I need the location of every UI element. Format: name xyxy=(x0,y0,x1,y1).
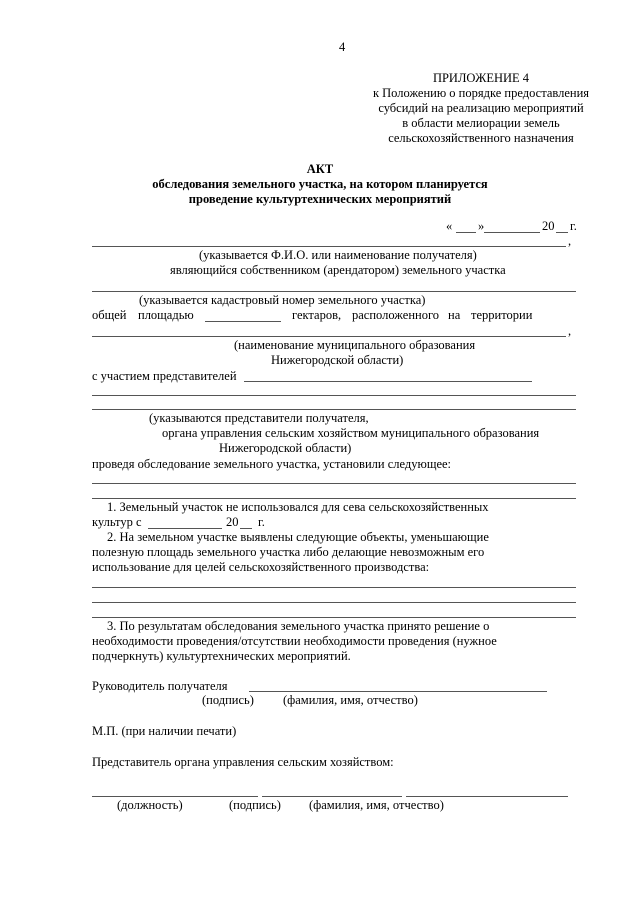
item-1-date-blank xyxy=(148,528,222,529)
item-3: подчеркнуть) культуртехнических мероприятий. xyxy=(92,649,351,663)
act-title: АКТ xyxy=(306,162,334,176)
hint-cadastral: (указывается кадастровый номер земельного участка) xyxy=(139,293,426,307)
item-2-blank xyxy=(92,617,576,618)
area-word: на xyxy=(448,308,461,322)
hint-municipal: (наименование муниципального образования xyxy=(234,338,476,352)
appendix-line: в области мелиорации земель xyxy=(402,116,560,130)
date-year-blank xyxy=(556,232,568,233)
participants-blank xyxy=(92,409,576,410)
found-blank xyxy=(92,498,576,499)
comma: , xyxy=(568,234,572,248)
page-number: 4 xyxy=(339,40,346,54)
item-2: использование для целей сельскохозяйственного производства: xyxy=(92,560,430,574)
head-hint-name: (фамилия, имя, отчество) xyxy=(283,693,418,707)
rep-position-blank xyxy=(92,796,258,797)
hint-reps: (указываются представители получателя, xyxy=(149,411,369,425)
date-day-blank xyxy=(456,232,476,233)
item-1: культур с xyxy=(92,515,142,529)
appendix-line: сельскохозяйственного назначения xyxy=(388,131,574,145)
item-3: 3. По результатам обследования земельного участка принято решение о xyxy=(107,619,490,633)
participants-label: с участием представителей xyxy=(92,369,237,383)
date-open-quote: « xyxy=(446,219,453,233)
appendix-line: к Положению о порядке предоставления xyxy=(372,86,590,100)
item-2-blank xyxy=(92,587,576,588)
item-1-year-blank xyxy=(240,528,252,529)
hint-owner: (указывается Ф.И.О. или наименование получателя) xyxy=(199,248,477,262)
owner-text: являющийся собственником (арендатором) земельного участка xyxy=(170,263,506,277)
found-text: проведя обследование земельного участка, установили следующее: xyxy=(92,457,452,471)
rep-hint-sign: (подпись) xyxy=(229,798,281,812)
rep-label: Представитель органа управления сельским хозяйством: xyxy=(92,755,394,769)
item-2-blank xyxy=(92,602,576,603)
act-subtitle: проведение культуртехнических мероприятий xyxy=(188,192,452,206)
appendix-title: ПРИЛОЖЕНИЕ 4 xyxy=(432,71,530,85)
head-label: Руководитель получателя xyxy=(92,679,228,693)
participants-blank xyxy=(92,395,576,396)
item-2: полезную площадь земельного участка либо делающие невозможным его xyxy=(92,545,485,559)
item-1: 20 xyxy=(226,515,239,529)
cadastral-blank xyxy=(92,291,576,292)
area-word: общей xyxy=(92,308,127,322)
item-1: 1. Земельный участок не использовался для сева сельскохозяйственных xyxy=(107,500,489,514)
hint-reps: Нижегородской области) xyxy=(219,441,352,455)
rep-name-blank xyxy=(406,796,568,797)
head-hint-sign: (подпись) xyxy=(202,693,254,707)
participants-blank xyxy=(244,381,532,382)
item-2: 2. На земельном участке выявлены следующие объекты, уменьшающие xyxy=(107,530,489,544)
date-year: 20 xyxy=(542,219,555,233)
date-close-quote: » xyxy=(478,219,485,233)
hint-reps: органа управления сельским хозяйством муниципального образования xyxy=(162,426,540,440)
date-suffix: г. xyxy=(570,219,577,233)
rep-hint-name: (фамилия, имя, отчество) xyxy=(309,798,444,812)
act-subtitle: обследования земельного участка, на котором планируется xyxy=(152,177,488,191)
date-month-blank xyxy=(484,232,540,233)
rep-sign-blank xyxy=(262,796,402,797)
comma: , xyxy=(568,324,572,338)
seal-label: М.П. (при наличии печати) xyxy=(92,724,237,738)
area-blank xyxy=(205,321,281,322)
municipal-blank xyxy=(92,336,566,337)
item-3: необходимости проведения/отсутствии необходимости проведения (нужное xyxy=(92,634,497,648)
hint-municipal: Нижегородской области) xyxy=(271,353,404,367)
area-word: территории xyxy=(471,308,533,322)
owner-blank xyxy=(92,246,566,247)
appendix-line: субсидий на реализацию мероприятий xyxy=(378,101,584,115)
rep-hint-position: (должность) xyxy=(117,798,183,812)
head-sign-blank xyxy=(249,691,547,692)
area-word: площадью xyxy=(138,308,194,322)
area-word: расположенного xyxy=(352,308,440,322)
found-blank xyxy=(92,483,576,484)
area-word: гектаров, xyxy=(292,308,342,322)
item-1: г. xyxy=(258,515,265,529)
